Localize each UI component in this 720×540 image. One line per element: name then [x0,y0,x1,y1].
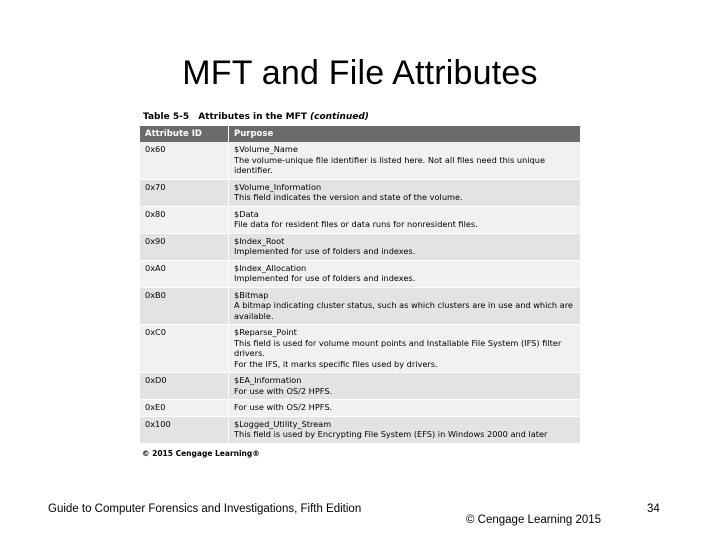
slide-title: MFT and File Attributes [182,54,538,92]
purpose-cell [229,179,581,206]
purpose-cell [229,287,581,325]
attribute-id-cell: 0xB0 [140,287,229,325]
attribute-name: $Index_Root [234,235,285,246]
attribute-id-cell: 0x70 [140,179,229,206]
attribute-id-cell: 0x90 [140,233,229,260]
attribute-description: This field is used for volume mount points and Installable File System (IFS) filter drivers. [234,337,562,358]
table-row [140,206,580,233]
purpose-cell [229,325,581,373]
attribute-description: A bitmap indicating cluster status, such as which clusters are in use and which are available. [234,300,573,321]
attribute-id-cell: 0xC0 [140,325,229,373]
table-caption [140,110,580,126]
table-row [140,400,580,417]
table-row [140,325,580,373]
attribute-name: $Logged_Utility_Stream [234,418,332,429]
column-header-attribute-id: Attribute ID [140,126,229,142]
purpose-cell [229,260,581,287]
purpose-cell [229,400,581,417]
attribute-description: For use with OS/2 HPFS. [234,385,333,396]
attribute-name: $EA_Information [234,375,302,385]
attribute-id-cell: 0xE0 [140,400,229,417]
table-caption-suffix: (continued) [310,112,369,122]
table-row [140,179,580,206]
table-caption-title: Attributes in the MFT [198,112,307,122]
page-number: 34 [647,503,660,515]
attribute-id-cell: 0x60 [140,142,229,179]
column-header-purpose: Purpose [229,126,581,142]
attribute-description: The volume-unique file identifier is listed here. Not all files need this unique identifier. [234,154,546,175]
attribute-id-cell: 0xD0 [140,373,229,400]
table-caption-label: Table 5-5 [143,112,190,122]
purpose-cell [229,206,581,233]
table-header-row [140,126,580,142]
attribute-id-cell: 0xA0 [140,260,229,287]
attribute-id-cell: 0x100 [140,416,229,443]
table-credit: © 2015 Cengage Learning® [142,448,260,458]
table-row [140,373,580,400]
attribute-description: For use with OS/2 HPFS. [234,402,333,412]
purpose-cell [229,233,581,260]
table-row [140,416,580,443]
attribute-id-cell: 0x80 [140,206,229,233]
footer-book-title: Guide to Computer Forensics and Investigations, Fifth Edition [48,503,362,515]
attribute-description: This field indicates the version and state of the volume. [234,192,463,202]
attribute-name: $Volume_Name [234,144,298,154]
purpose-cell [229,373,581,400]
purpose-cell [229,142,581,179]
table-row [140,142,580,179]
attributes-table [140,126,580,444]
attribute-description: This field is used by Encrypting File System (EFS) in Windows 2000 and later [234,429,548,439]
table-row [140,287,580,325]
purpose-cell [229,416,581,443]
attributes-table-block [140,110,580,458]
attribute-description-extra: For the IFS, it marks specific files used by drivers. [234,358,438,369]
attribute-description: Implemented for use of folders and indexes. [234,273,416,283]
table-row [140,260,580,287]
attribute-name: $Reparse_Point [234,327,297,337]
table-row [140,233,580,260]
attribute-name: $Data [234,208,259,219]
attribute-name: $Index_Allocation [234,262,307,273]
attribute-name: $Bitmap [234,289,269,300]
attribute-name: $Volume_Information [234,181,322,192]
attribute-description: Implemented for use of folders and indexes. [234,246,416,256]
footer-copyright: © Cengage Learning 2015 [466,514,602,526]
attribute-description: File data for resident files or data runs for nonresident files. [234,219,478,229]
